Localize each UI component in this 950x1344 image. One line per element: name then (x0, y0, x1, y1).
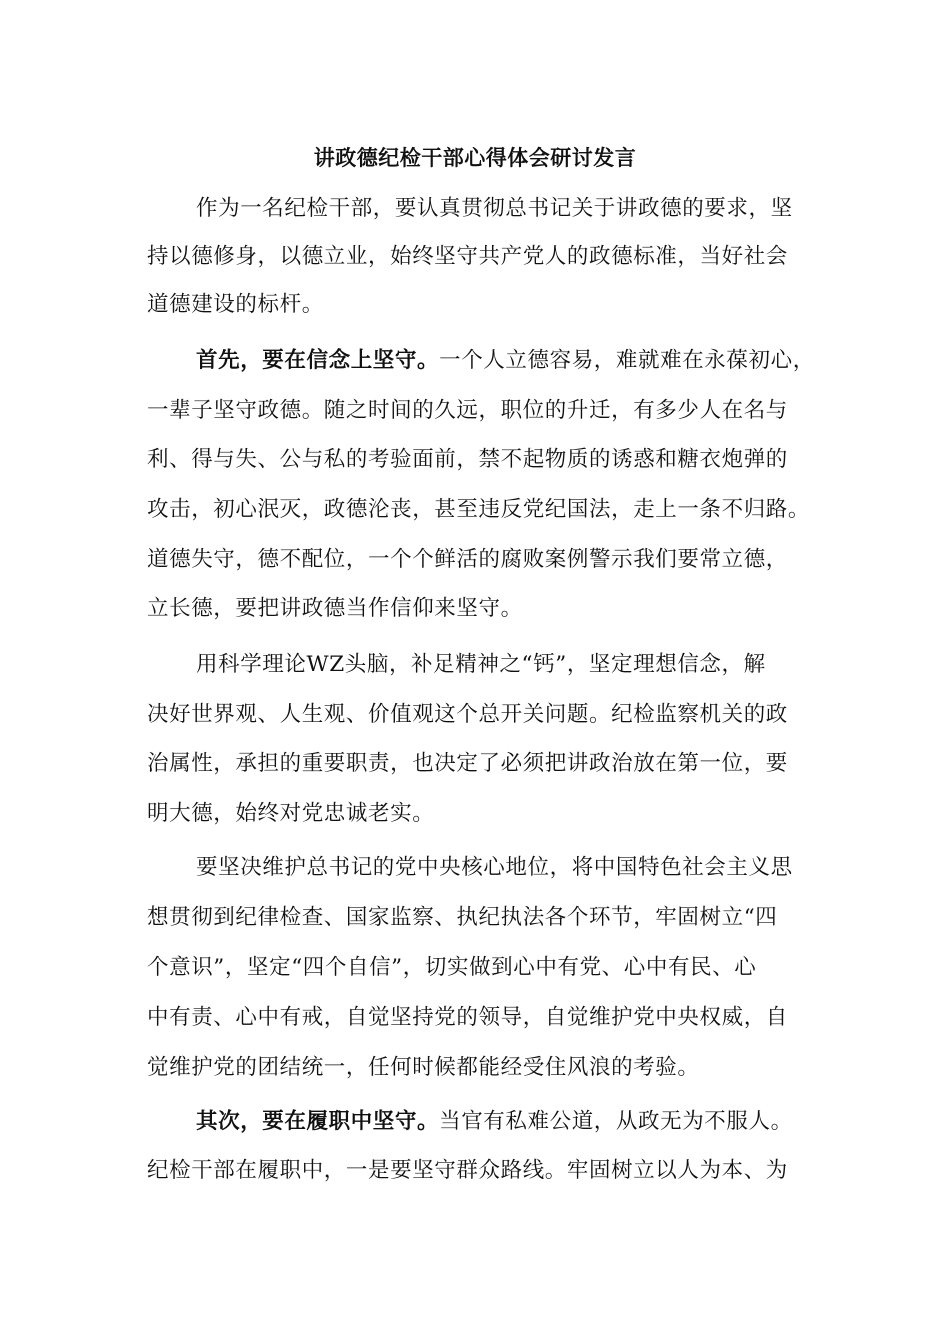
paragraph-4-line-1: 要坚决维护总书记的党中央核心地位，将中国特色社会主义思 (196, 855, 793, 880)
paragraph-4-line-2: 想贯彻到纪律检查、国家监察、执纪执法各个环节，牢固树立“四 (147, 905, 778, 930)
document-title: 讲政德纪检干部心得体会研讨发言 (313, 145, 637, 170)
paragraph-3-line-2: 决好世界观、人生观、价值观这个总开关问题。纪检监察机关的政 (147, 702, 788, 727)
paragraph-1-line-2: 持以德修身，以德立业，始终坚守共产党人的政德标准，当好社会 (147, 244, 788, 269)
paragraph-5-line-1 (196, 1107, 793, 1137)
paragraph-1-line-1: 作为一名纪检干部，要认真贯彻总书记关于讲政德的要求，坚 (196, 196, 793, 221)
paragraph-2-heading: 首先，要在信念上坚守。 (196, 348, 440, 373)
paragraph-3-line-4: 明大德，始终对党忠诚老实。 (147, 801, 435, 826)
paragraph-4-line-3: 个意识”，坚定“四个自信”，切实做到心中有党、心中有民、心 (147, 955, 757, 980)
paragraph-4-line-4: 中有责、心中有戒，自觉坚持党的领导，自觉维护党中央权威，自 (147, 1005, 788, 1030)
paragraph-2-line-6: 立长德，要把讲政德当作信仰来坚守。 (147, 596, 523, 621)
paragraph-2-line-4: 攻击，初心泯灭，政德沦丧，甚至违反党纪国法，走上一条不归路。 (147, 497, 811, 522)
paragraph-2-line-5: 道德失守，德不配位，一个个鲜活的腐败案例警示我们要常立德， (147, 547, 788, 572)
paragraph-3-line-1: 用科学理论WZ头脑，补足精神之“钙”，坚定理想信念，解 (196, 652, 766, 677)
paragraph-2-line-2: 一辈子坚守政德。随之时间的久远，职位的升迁，有多少人在名与 (147, 398, 788, 423)
paragraph-4-line-5: 觉维护党的团结统一，任何时候都能经受住风浪的考验。 (147, 1055, 700, 1080)
paragraph-2-line-1 (196, 346, 815, 376)
paragraph-3-line-3: 治属性，承担的重要职责，也决定了必须把讲政治放在第一位，要 (147, 751, 788, 776)
paragraph-5-line-2: 纪检干部在履职中，一是要坚守群众路线。牢固树立以人为本、为 (147, 1158, 788, 1183)
paragraph-2-first-text: 一个人立德容易，难就难在永葆初心， (439, 348, 815, 373)
paragraph-1-line-3: 道德建设的标杆。 (147, 292, 324, 317)
paragraph-5-first-text: 当官有私难公道，从政无为不服人。 (439, 1109, 793, 1134)
paragraph-5-heading: 其次，要在履职中坚守。 (196, 1109, 440, 1134)
paragraph-2-line-3: 利、得与失、公与私的考验面前，禁不起物质的诱惑和糖衣炮弹的 (147, 447, 788, 472)
